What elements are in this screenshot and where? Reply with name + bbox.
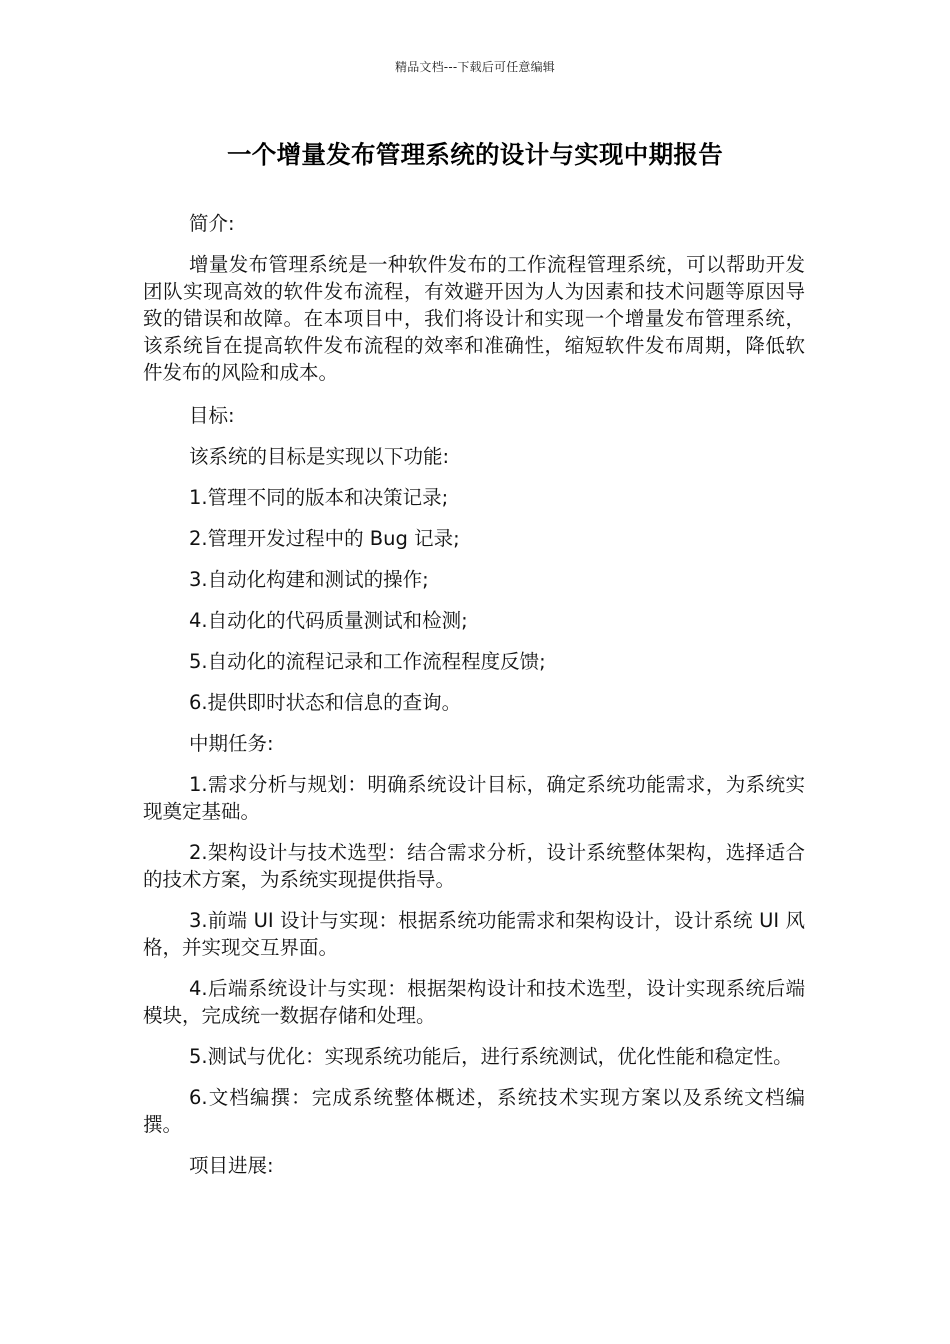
intro-heading: 简介: (189, 212, 235, 235)
task-item: 5.测试与优化：实现系统功能后，进行系统测试，优化性能和稳定性。 (189, 1045, 793, 1068)
task-item: 1.需求分析与规划：明确系统设计目标，确定系统功能需求，为系统实现奠定基础。 (143, 773, 805, 823)
task-item: 3.前端 UI 设计与实现：根据系统功能需求和架构设计，设计系统 UI 风格，并实现交互界面。 (143, 909, 805, 959)
goal-item: 3.自动化构建和测试的操作; (189, 568, 429, 591)
intro-paragraph: 增量发布管理系统是一种软件发布的工作流程管理系统，可以帮助开发团队实现高效的软件发布流程，有效避开因为人为因素和技术问题等原因导致的错误和故障。在本项目中，我们将设计和实现一个增量发布管理系统，该系统旨在提高软件发布流程的效率和准确性，缩短软件发布周期，降低软件发布的风险和成本。 (143, 253, 805, 384)
task-item: 4.后端系统设计与实现：根据架构设计和技术选型，设计实现系统后端模块，完成统一数据存储和处理。 (143, 977, 805, 1027)
goal-item: 6.提供即时状态和信息的查询。 (189, 691, 462, 714)
task-item: 2.架构设计与技术选型：结合需求分析，设计系统整体架构，选择适合的技术方案，为系统实现提供指导。 (143, 841, 805, 891)
goal-item: 4.自动化的代码质量测试和检测; (189, 609, 468, 632)
document-title: 一个增量发布管理系统的设计与实现中期报告 (227, 140, 723, 169)
goal-heading: 目标: (189, 404, 235, 427)
document-body (143, 210, 805, 1193)
goal-lead: 该系统的目标是实现以下功能: (189, 445, 450, 468)
tasks-heading: 中期任务: (189, 732, 274, 755)
goal-item: 2.管理开发过程中的 Bug 记录; (189, 527, 460, 550)
progress-heading: 项目进展: (189, 1154, 274, 1177)
task-item: 6.文档编撰：完成系统整体概述，系统技术实现方案以及系统文档编撰。 (143, 1086, 805, 1136)
goal-item: 1.管理不同的版本和决策记录; (189, 486, 449, 509)
goal-item: 5.自动化的流程记录和工作流程程度反馈; (189, 650, 546, 673)
header-note: 精品文档---下载后可任意编辑 (395, 60, 555, 74)
